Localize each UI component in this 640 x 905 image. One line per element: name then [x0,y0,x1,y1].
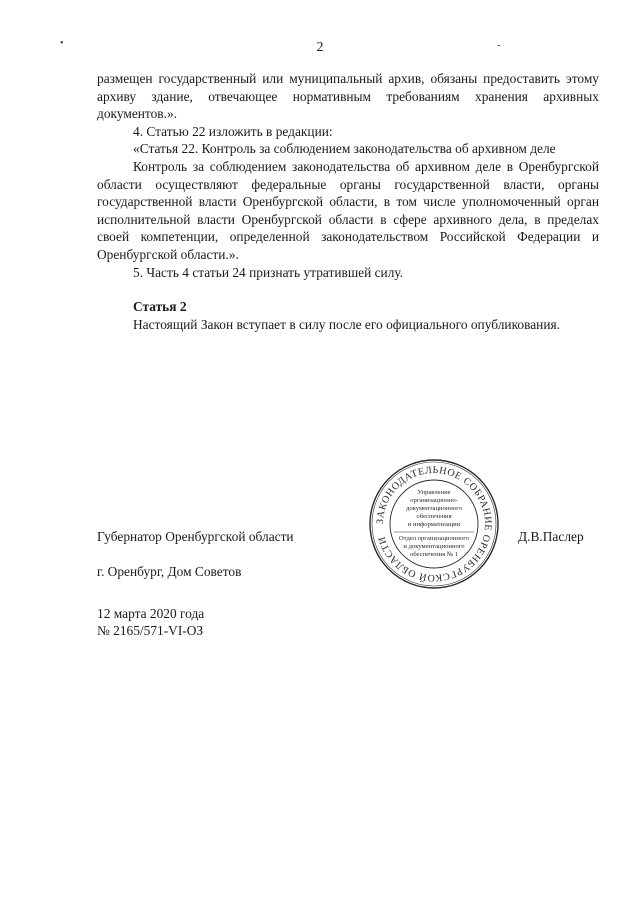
seal-line: обеспечения [416,513,452,520]
official-seal [368,458,500,590]
paragraph-continuation: размещен государственный или муниципальный архив, обязаны предоставить этому архиву здание, отвечающее нормативным требованиям хранения архивных документов.». [97,71,599,122]
paragraph-item-4: 4. Статью 22 изложить в редакции: [133,123,333,139]
document-body [97,70,599,333]
signer-name: Д.В.Паслер [518,529,584,544]
article-2-heading: Статья 2 [133,299,187,315]
seal-line: документационного [405,505,463,512]
signing-date: 12 марта 2020 года [97,606,205,621]
seal-line: Управление [417,489,451,496]
seal-line: и документационного [403,543,465,550]
svg-text:ЗАКОНОДАТЕЛЬНОЕ СОБРАНИЕ ОРЕНБ: ЗАКОНОДАТЕЛЬНОЕ СОБРАНИЕ ОРЕНБУРГСКОЙ ОБЛАСТИ [374,464,494,584]
scan-speck: • [60,38,64,49]
signer-position: Губернатор Оренбургской области [97,529,294,544]
seal-line: Отдел организационного [398,535,470,542]
article-2-text: Настоящий Закон вступает в силу после его официального опубликования. [133,316,561,332]
seal-line: и информатизации [407,521,461,528]
paragraph-article-22-text: Контроль за соблюдением законодательства об архивном деле в Оренбургской области осуществляют федеральные органы государственной власти, органы государственной власти Оренбургской области, в том числе уполномоченный орган исполнительной власти Оренбургской области в сфере архивного дела, в пределах своей компетенции, определенной законодательством Российской Федерации и Оренбургской области.». [97,158,599,262]
law-number: № 2165/571-VI-ОЗ [97,623,204,638]
paragraph-article-22-title: «Статья 22. Контроль за соблюдением законодательства об архивном деле [133,141,556,157]
paragraph-item-5: 5. Часть 4 статьи 24 признать утратившей силу. [133,264,404,280]
signing-place: г. Оренбург, Дом Советов [97,564,242,579]
page-number: 2 [316,40,324,55]
seal-line: организационно- [410,497,458,504]
scan-speck: - [497,40,501,51]
seal-line: обеспечения № 1 [409,551,459,558]
